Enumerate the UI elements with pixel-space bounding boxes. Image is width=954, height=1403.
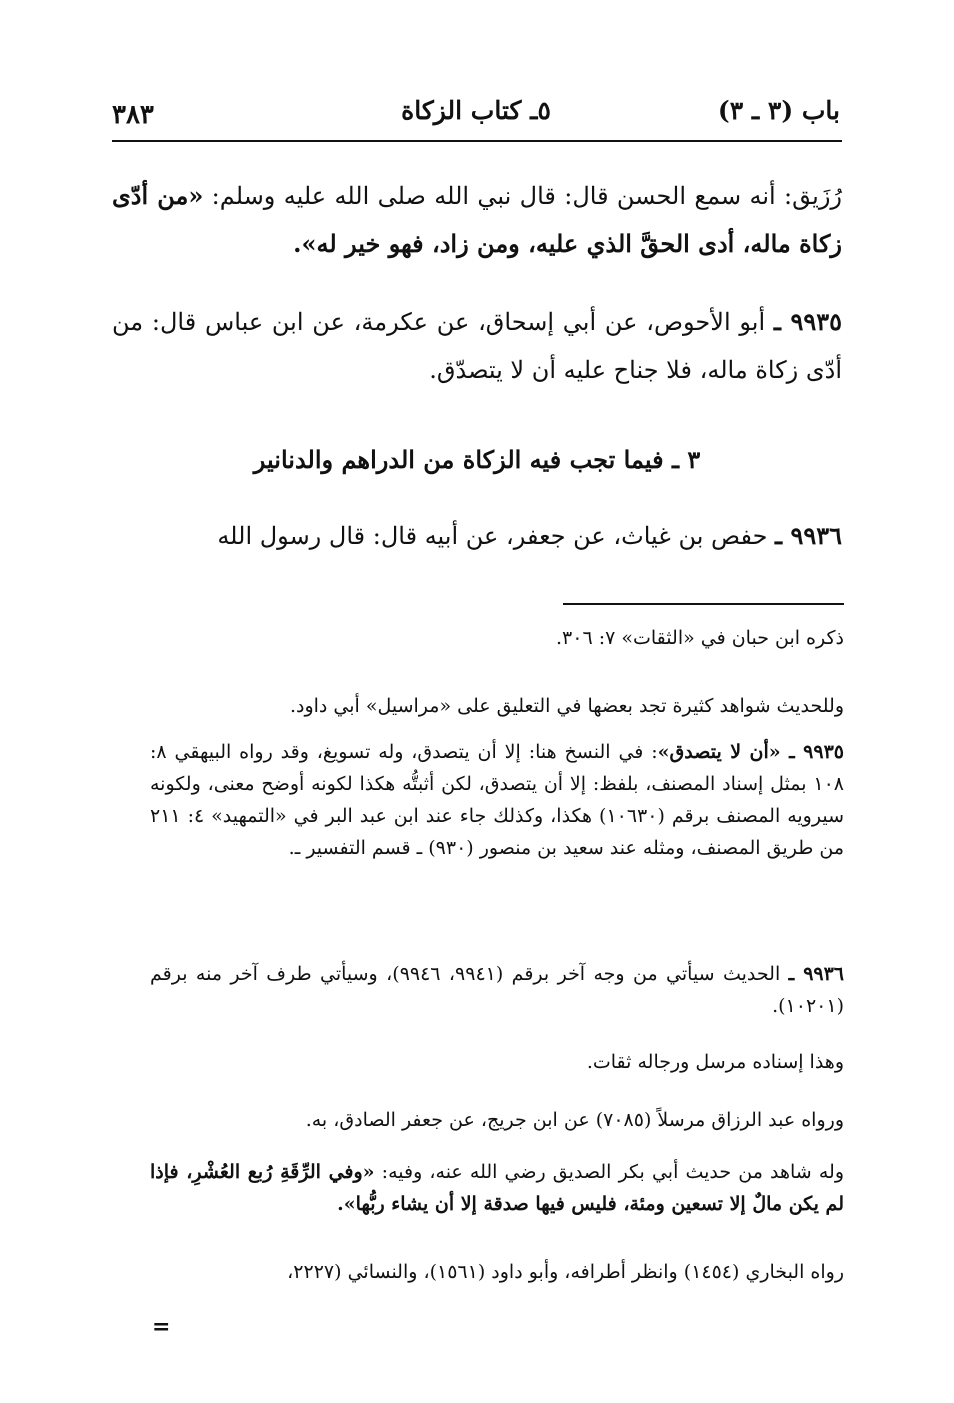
hadith-text-continuation [112,172,842,268]
footnote-9936 [150,958,844,1022]
footnote: وللحديث شواهد كثيرة تجد بعضها في التعليق على «مراسيل» أبي داود. [289,695,844,717]
footnote [150,1156,844,1220]
hadith-text: أبو الأحوص، عن أبي إسحاق، عن عكرمة، عن ابن عباس قال: من أدّى زكاة ماله، فلا جناح عليه أن لا يتصدّق. [112,308,842,384]
footnote: وهذا إسناده مرسل ورجاله ثقات. [586,1051,844,1073]
continuation-mark: = [152,1314,171,1340]
hadith-quote: «وفي الرِّقَةِ رُبع العُشْرِ، فإذا لم يكن مالٌ إلا تسعين ومئة، فليس فيها صدقة إلا أن يشاء ربُّها». [150,1161,844,1215]
section-heading: ٣ ـ فيما تجب فيه الزكاة من الدراهم والدنانير [253,445,701,474]
running-header [112,96,840,136]
footnote-text: : في النسخ هنا: إلا أن يتصدق، وله تسويغ، وقد رواه البيهقي ٨: ١٠٨ بمثل إسناد المصنف، بلفظ: إلا أن يتصدق، لكن أثبتُّه هكذا لكونه أوضح معنى، ولكونه سيرويه المصنف برقم (١٠٦٣٠) هكذا، وكذلك جاء عند ابن عبد البر في «التمهيد» ٤: ٢١١ من طريق المصنف، ومثله عند سعيد بن منصور (٩٣٠) ـ قسم التفسير ـ. [150,741,844,859]
header-divider [112,140,842,142]
hadith-number: ٩٩٣٦ ـ [775,521,842,550]
chapter-label: باب (٣ ـ ٣) [717,96,840,125]
footnote-text: وله شاهد من حديث أبي بكر الصديق رضي الله عنه، وفيه: [374,1161,844,1183]
page-number: ٣٨٣ [112,100,154,130]
narration-text: رُزَيق: أنه سمع الحسن قال: قال نبي الله صلى الله عليه وسلم: [203,182,842,210]
footnote: ذكره ابن حبان في «الثقات» ٧: ٣٠٦. [556,627,844,649]
footnote-lead: ٩٩٣٥ ـ «أن لا يتصدق» [657,741,844,763]
footnote-9935 [150,736,844,864]
footnote: ورواه عبد الرزاق مرسلاً (٧٠٨٥) عن ابن جريج، عن جعفر الصادق، به. [305,1109,844,1131]
hadith-quote: «من أدّى زكاة ماله، أدى الحقَّ الذي عليه، ومن زاد، فهو خير له». [112,181,842,258]
hadith-text: حفص بن غياث، عن جعفر، عن أبيه قال: قال رسول الله [217,522,776,550]
hadith-number: ٩٩٣٥ ـ [773,307,842,336]
hadith-9935 [112,298,842,394]
hadith-9936 [112,512,842,560]
footnote-divider [563,603,844,605]
book-title: ٥ـ كتاب الزكاة [401,96,551,125]
footnote-text: الحديث سيأتي من وجه آخر برقم (٩٩٤١، ٩٩٤٦)، وسيأتي طرف آخر منه برقم (١٠٢٠١). [150,963,844,1017]
footnote: رواه البخاري (١٤٥٤) وانظر أطرافه، وأبو داود (١٥٦١)، والنسائي (٢٢٢٧، [287,1261,844,1283]
footnote-lead: ٩٩٣٦ ـ [788,963,845,985]
